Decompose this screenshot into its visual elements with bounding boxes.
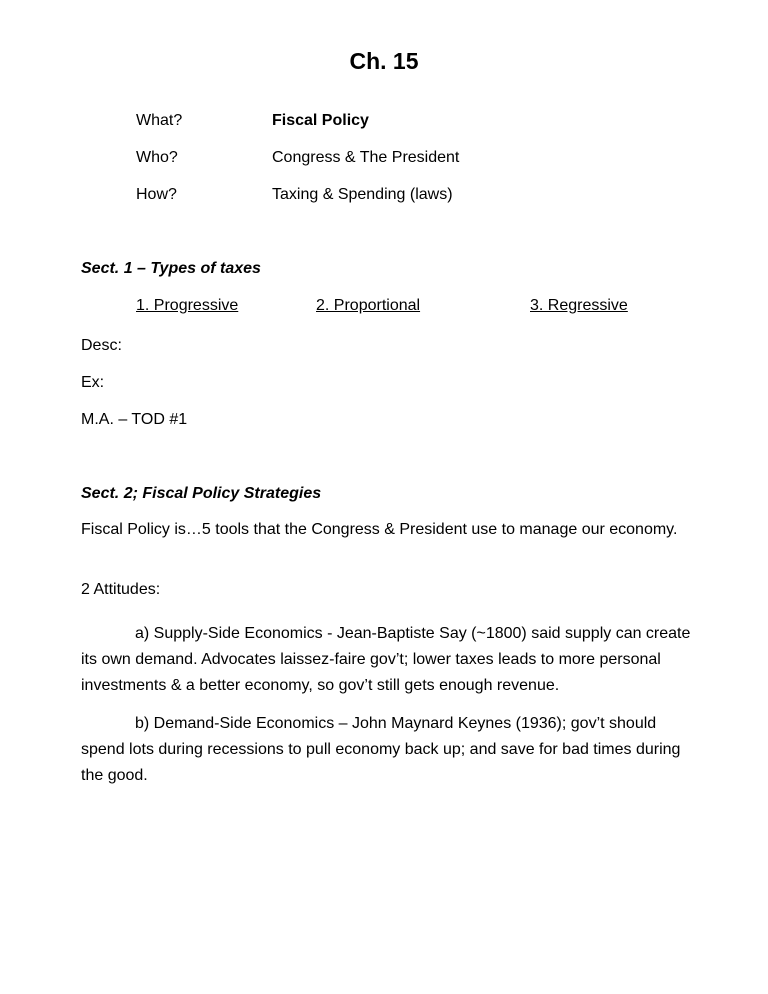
tax-type-proportional: 2. Proportional [316, 297, 421, 314]
qa-question: How? [136, 186, 177, 203]
page-title: Ch. 15 [349, 48, 419, 74]
attitude-demand-side-text: b) Demand-Side Economics – John Maynard Keynes (1936); gov’t should spend lots during recessions to pull economy back up; and save for bad times during the good. [81, 715, 681, 784]
qa-row-how [136, 186, 696, 208]
fiscal-policy-intro: Fiscal Policy is…5 tools that the Congress & President use to manage our economy. [81, 521, 678, 538]
attitude-supply-side-text: a) Supply-Side Economics - Jean-Baptiste Say (~1800) said supply can create its own demand. Advocates laissez-faire gov’t; lower taxes leads to more personal investments & a better economy, so gov’t still gets enough revenue. [81, 625, 691, 694]
qa-answer: Fiscal Policy [272, 112, 369, 129]
attitude-demand-side [81, 711, 701, 789]
qa-answer: Taxing & Spending (laws) [272, 186, 453, 203]
qa-question: Who? [136, 149, 178, 166]
qa-row-what [136, 112, 696, 134]
qa-answer: Congress & The President [272, 149, 460, 166]
section-2-heading: Sect. 2; Fiscal Policy Strategies [81, 485, 322, 502]
ma-label: M.A. – TOD #1 [81, 411, 188, 428]
attitudes-label: 2 Attitudes: [81, 581, 161, 598]
ex-label: Ex: [81, 374, 105, 391]
attitude-supply-side [81, 621, 701, 699]
qa-question: What? [136, 112, 183, 129]
section-1-heading: Sect. 1 – Types of taxes [81, 260, 261, 277]
desc-label: Desc: [81, 337, 122, 354]
tax-type-progressive: 1. Progressive [136, 297, 239, 314]
qa-row-who [136, 149, 696, 171]
tax-type-regressive: 3. Regressive [530, 297, 628, 314]
